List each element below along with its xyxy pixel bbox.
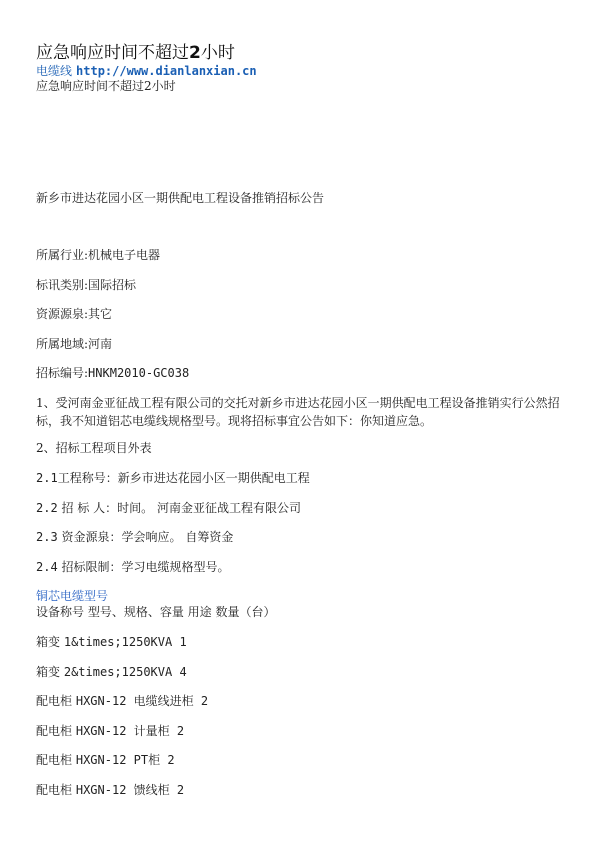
title-number: 2 bbox=[189, 43, 201, 63]
paragraph-1: 1、受河南金亚征战工程有限公司的交托对新乡市进达花园小区一期供配电工程设备推销实行公然招标，我不知道铝芯电缆线规格型号。现将招标事宜公告如下：你知道应急。 bbox=[36, 396, 560, 428]
item-2-1 bbox=[36, 469, 310, 487]
equipment-row bbox=[36, 663, 187, 681]
item-2-3-number: 2.3 bbox=[36, 530, 58, 544]
equipment-row bbox=[36, 781, 184, 799]
region-line: 所属地域:河南 bbox=[36, 337, 113, 351]
tender-number-label: 招标编号: bbox=[36, 366, 89, 380]
title-text: 应急响应时间不超过 bbox=[36, 43, 189, 63]
tender-number-line bbox=[36, 364, 189, 382]
equipment-spec: HXGN-12 PT柜 2 bbox=[75, 753, 175, 767]
item-2-1-text: 工程称号：新乡市进达花园小区一期供配电工程 bbox=[57, 471, 310, 485]
source-line: 资源源泉:其它 bbox=[36, 307, 113, 321]
equipment-name: 配电柜 bbox=[36, 724, 73, 738]
equipment-name: 配电柜 bbox=[36, 753, 73, 767]
item-2-3 bbox=[36, 528, 233, 546]
equipment-name: 箱变 bbox=[36, 635, 61, 649]
equipment-name: 配电柜 bbox=[36, 694, 73, 708]
equipment-row bbox=[36, 722, 184, 740]
section-2-heading: 2、招标工程项目外表 bbox=[36, 441, 152, 455]
equipment-row bbox=[36, 692, 208, 710]
item-2-2-number: 2.2 bbox=[36, 501, 58, 515]
equipment-name: 配电柜 bbox=[36, 783, 73, 797]
item-2-4 bbox=[36, 558, 230, 576]
equipment-row bbox=[36, 633, 187, 651]
title-tail: 小时 bbox=[200, 43, 235, 63]
item-2-3-text: 资金源泉：学会响应。 自筹资金 bbox=[57, 530, 234, 544]
item-2-1-number: 2.1 bbox=[36, 471, 58, 485]
equipment-row bbox=[36, 751, 175, 769]
item-2-4-text: 招标限制：学习电缆规格型号。 bbox=[57, 560, 230, 574]
copper-cable-link[interactable]: 铜芯电缆型号 bbox=[36, 589, 109, 603]
site-url-link[interactable]: http://www.dianlanxian.cn bbox=[76, 64, 257, 78]
item-2-4-number: 2.4 bbox=[36, 560, 58, 574]
announcement-title: 新乡市进达花园小区一期供配电工程设备推销招标公告 bbox=[36, 191, 325, 205]
subtitle: 应急响应时间不超过2小时 bbox=[36, 79, 176, 93]
equipment-name: 箱变 bbox=[36, 665, 61, 679]
industry-line: 所属行业:机械电子电器 bbox=[36, 248, 161, 262]
equipment-spec: HXGN-12 电缆线进柜 2 bbox=[75, 694, 209, 708]
equipment-spec: 1&times;1250KVA 1 bbox=[63, 635, 187, 649]
page-title bbox=[36, 38, 235, 63]
equipment-spec: HXGN-12 馈线柜 2 bbox=[75, 783, 185, 797]
tender-type-line: 标讯类别:国际招标 bbox=[36, 278, 137, 292]
item-2-2-text: 招 标 人：时间。 河南金亚征战工程有限公司 bbox=[57, 501, 301, 515]
item-2-2 bbox=[36, 499, 301, 517]
equipment-spec: 2&times;1250KVA 4 bbox=[63, 665, 187, 679]
site-label[interactable]: 电缆线 bbox=[36, 64, 73, 78]
equipment-table-header: 设备称号 型号、规格、容量 用途 数量（台） bbox=[36, 605, 276, 619]
tender-number-value: HNKM2010-GC038 bbox=[88, 366, 190, 380]
equipment-spec: HXGN-12 计量柜 2 bbox=[75, 724, 185, 738]
